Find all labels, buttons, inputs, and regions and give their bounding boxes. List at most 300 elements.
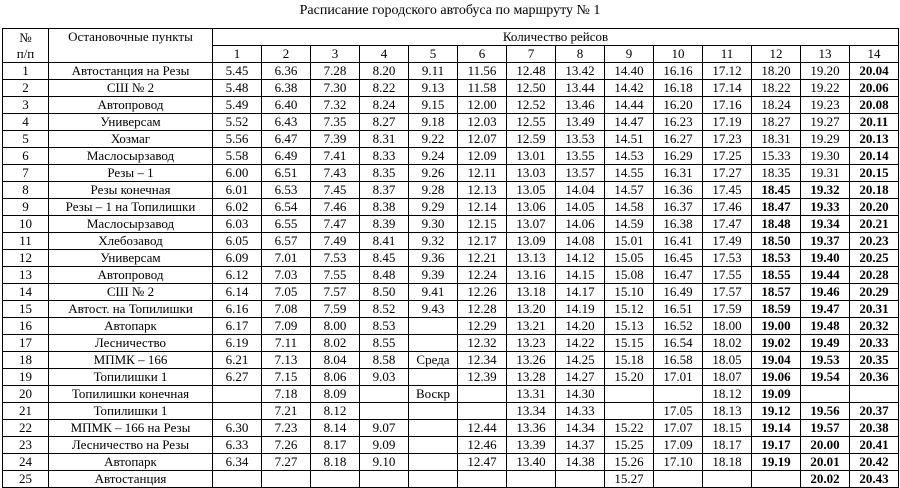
stop-name: Автостанция на Резы: [49, 63, 213, 80]
time-cell: 7.08: [262, 301, 311, 318]
table-row: [3, 97, 899, 114]
stop-name: Лесничество: [49, 335, 213, 352]
trip-number-header: 6: [458, 46, 507, 63]
time-cell: 18.59: [752, 301, 801, 318]
stop-name: Резы – 1: [49, 165, 213, 182]
time-cell: [409, 369, 458, 386]
time-cell: 13.46: [556, 97, 605, 114]
time-cell: 20.38: [850, 420, 899, 437]
time-cell: [409, 335, 458, 352]
time-cell: 12.03: [458, 114, 507, 131]
time-cell: 18.20: [752, 63, 801, 80]
time-cell: 12.29: [458, 318, 507, 335]
time-cell: 8.20: [360, 63, 409, 80]
table-row: [3, 284, 899, 301]
time-cell: 19.27: [801, 114, 850, 131]
time-cell: 19.30: [801, 148, 850, 165]
time-cell: 14.58: [605, 199, 654, 216]
time-cell: 17.47: [703, 216, 752, 233]
time-cell: 8.31: [360, 131, 409, 148]
time-cell: 12.55: [507, 114, 556, 131]
time-cell: 16.45: [654, 250, 703, 267]
stops-header: Остановочные пункты: [49, 29, 213, 63]
time-cell: 20.11: [850, 114, 899, 131]
time-cell: 20.20: [850, 199, 899, 216]
time-cell: 6.36: [262, 63, 311, 80]
row-number: 8: [3, 182, 49, 199]
time-cell: 6.02: [213, 199, 262, 216]
time-cell: 13.57: [556, 165, 605, 182]
time-cell: 13.09: [507, 233, 556, 250]
time-cell: 19.37: [801, 233, 850, 250]
time-cell: [213, 386, 262, 403]
time-cell: [605, 386, 654, 403]
time-cell: 20.32: [850, 318, 899, 335]
time-cell: [458, 386, 507, 403]
time-cell: 19.09: [752, 386, 801, 403]
time-cell: 6.34: [213, 454, 262, 471]
time-cell: 18.57: [752, 284, 801, 301]
time-cell: 19.54: [801, 369, 850, 386]
row-number: 14: [3, 284, 49, 301]
time-cell: 5.48: [213, 80, 262, 97]
time-cell: 11.58: [458, 80, 507, 97]
time-cell: 12.39: [458, 369, 507, 386]
stop-name: Топилишки конечная: [49, 386, 213, 403]
stop-name: Маслосырзавод: [49, 216, 213, 233]
stop-name: МПМК – 166: [49, 352, 213, 369]
time-cell: 18.53: [752, 250, 801, 267]
time-cell: 15.18: [605, 352, 654, 369]
time-cell: 6.05: [213, 233, 262, 250]
time-cell: 14.42: [605, 80, 654, 97]
time-cell: 12.26: [458, 284, 507, 301]
table-row: [3, 165, 899, 182]
time-cell: 6.55: [262, 216, 311, 233]
time-cell: 6.30: [213, 420, 262, 437]
schedule-body: [3, 63, 899, 488]
time-cell: 18.17: [703, 437, 752, 454]
row-number: 6: [3, 148, 49, 165]
table-row: [3, 63, 899, 80]
time-cell: 20.29: [850, 284, 899, 301]
time-cell: 19.19: [752, 454, 801, 471]
time-cell: 13.20: [507, 301, 556, 318]
time-cell: 8.41: [360, 233, 409, 250]
time-cell: 15.13: [605, 318, 654, 335]
time-cell: Среда: [409, 352, 458, 369]
stop-name: Топилишки 1: [49, 403, 213, 420]
time-cell: 16.27: [654, 131, 703, 148]
time-cell: 9.43: [409, 301, 458, 318]
time-cell: 15.10: [605, 284, 654, 301]
row-number: 25: [3, 471, 49, 488]
time-cell: 15.26: [605, 454, 654, 471]
time-cell: 9.29: [409, 199, 458, 216]
time-cell: 12.09: [458, 148, 507, 165]
time-cell: 12.14: [458, 199, 507, 216]
time-cell: [360, 386, 409, 403]
time-cell: 14.53: [605, 148, 654, 165]
stop-name: Автопарк: [49, 318, 213, 335]
time-cell: 14.59: [605, 216, 654, 233]
time-cell: 20.31: [850, 301, 899, 318]
trip-number-header: 10: [654, 46, 703, 63]
time-cell: 17.01: [654, 369, 703, 386]
time-cell: 8.24: [360, 97, 409, 114]
row-number: 20: [3, 386, 49, 403]
time-cell: 11.56: [458, 63, 507, 80]
time-cell: 13.07: [507, 216, 556, 233]
time-cell: 20.43: [850, 471, 899, 488]
time-cell: 16.47: [654, 267, 703, 284]
time-cell: [213, 403, 262, 420]
time-cell: 20.28: [850, 267, 899, 284]
time-cell: 13.26: [507, 352, 556, 369]
time-cell: 9.26: [409, 165, 458, 182]
time-cell: [654, 386, 703, 403]
time-cell: [360, 403, 409, 420]
time-cell: 9.18: [409, 114, 458, 131]
time-cell: 6.03: [213, 216, 262, 233]
time-cell: 14.06: [556, 216, 605, 233]
table-row: [3, 267, 899, 284]
table-row: [3, 80, 899, 97]
time-cell: 9.32: [409, 233, 458, 250]
row-number: 4: [3, 114, 49, 131]
time-cell: 9.22: [409, 131, 458, 148]
time-cell: 20.02: [801, 471, 850, 488]
time-cell: 18.02: [703, 335, 752, 352]
time-cell: 7.55: [311, 267, 360, 284]
time-cell: 9.41: [409, 284, 458, 301]
row-number: 15: [3, 301, 49, 318]
table-row: [3, 114, 899, 131]
time-cell: 12.50: [507, 80, 556, 97]
table-row: [3, 216, 899, 233]
time-cell: 16.23: [654, 114, 703, 131]
time-cell: 13.40: [507, 454, 556, 471]
table-row: [3, 148, 899, 165]
trip-number-header: 5: [409, 46, 458, 63]
time-cell: 14.05: [556, 199, 605, 216]
time-cell: 9.28: [409, 182, 458, 199]
time-cell: 16.54: [654, 335, 703, 352]
time-cell: 13.49: [556, 114, 605, 131]
time-cell: 9.09: [360, 437, 409, 454]
row-number: 23: [3, 437, 49, 454]
time-cell: 14.04: [556, 182, 605, 199]
time-cell: 8.06: [311, 369, 360, 386]
row-number: 21: [3, 403, 49, 420]
time-cell: 16.18: [654, 80, 703, 97]
time-cell: 19.40: [801, 250, 850, 267]
time-cell: 7.28: [311, 63, 360, 80]
time-cell: 7.01: [262, 250, 311, 267]
time-cell: [409, 437, 458, 454]
time-cell: 18.15: [703, 420, 752, 437]
time-cell: 14.12: [556, 250, 605, 267]
time-cell: 19.23: [801, 97, 850, 114]
time-cell: 14.27: [556, 369, 605, 386]
time-cell: Воскр: [409, 386, 458, 403]
time-cell: 16.51: [654, 301, 703, 318]
time-cell: 12.34: [458, 352, 507, 369]
row-number: 19: [3, 369, 49, 386]
row-number: 16: [3, 318, 49, 335]
trip-number-header: 3: [311, 46, 360, 63]
num-header-line1: №: [19, 29, 32, 45]
time-cell: 13.21: [507, 318, 556, 335]
time-cell: 8.14: [311, 420, 360, 437]
time-cell: 20.33: [850, 335, 899, 352]
time-cell: 14.22: [556, 335, 605, 352]
trip-number-header: 11: [703, 46, 752, 63]
table-row: [3, 420, 899, 437]
row-number: 22: [3, 420, 49, 437]
stop-name: Топилишки 1: [49, 369, 213, 386]
time-cell: 13.01: [507, 148, 556, 165]
time-cell: 19.53: [801, 352, 850, 369]
table-row: [3, 403, 899, 420]
time-cell: 16.41: [654, 233, 703, 250]
row-number: 13: [3, 267, 49, 284]
time-cell: 7.57: [311, 284, 360, 301]
trip-number-header: 13: [801, 46, 850, 63]
time-cell: 8.39: [360, 216, 409, 233]
num-header: [3, 29, 49, 63]
time-cell: 6.49: [262, 148, 311, 165]
time-cell: 7.27: [262, 454, 311, 471]
time-cell: 9.10: [360, 454, 409, 471]
time-cell: 19.31: [801, 165, 850, 182]
time-cell: 19.49: [801, 335, 850, 352]
time-cell: 8.58: [360, 352, 409, 369]
time-cell: 13.42: [556, 63, 605, 80]
time-cell: 12.17: [458, 233, 507, 250]
time-cell: 5.56: [213, 131, 262, 148]
time-cell: 18.22: [752, 80, 801, 97]
time-cell: 15.20: [605, 369, 654, 386]
time-cell: 14.19: [556, 301, 605, 318]
time-cell: 19.22: [801, 80, 850, 97]
time-cell: 17.49: [703, 233, 752, 250]
time-cell: 13.28: [507, 369, 556, 386]
time-cell: [458, 403, 507, 420]
trip-number-header: 1: [213, 46, 262, 63]
time-cell: 9.13: [409, 80, 458, 97]
time-cell: 9.30: [409, 216, 458, 233]
time-cell: 14.38: [556, 454, 605, 471]
table-row: [3, 369, 899, 386]
time-cell: 16.36: [654, 182, 703, 199]
table-row: [3, 318, 899, 335]
table-row: [3, 199, 899, 216]
time-cell: 7.03: [262, 267, 311, 284]
time-cell: 18.07: [703, 369, 752, 386]
time-cell: 6.51: [262, 165, 311, 182]
time-cell: 15.12: [605, 301, 654, 318]
row-number: 12: [3, 250, 49, 267]
time-cell: 15.33: [752, 148, 801, 165]
time-cell: 18.50: [752, 233, 801, 250]
stop-name: Резы конечная: [49, 182, 213, 199]
time-cell: 6.14: [213, 284, 262, 301]
time-cell: 14.30: [556, 386, 605, 403]
time-cell: 16.20: [654, 97, 703, 114]
row-number: 2: [3, 80, 49, 97]
row-number: 9: [3, 199, 49, 216]
time-cell: 20.14: [850, 148, 899, 165]
time-cell: 20.35: [850, 352, 899, 369]
time-cell: [850, 386, 899, 403]
time-cell: 20.21: [850, 216, 899, 233]
time-cell: 14.51: [605, 131, 654, 148]
time-cell: 15.25: [605, 437, 654, 454]
time-cell: 18.55: [752, 267, 801, 284]
time-cell: 12.59: [507, 131, 556, 148]
time-cell: 13.13: [507, 250, 556, 267]
time-cell: 14.57: [605, 182, 654, 199]
time-cell: 8.45: [360, 250, 409, 267]
time-cell: 5.58: [213, 148, 262, 165]
time-cell: 8.38: [360, 199, 409, 216]
time-cell: 8.52: [360, 301, 409, 318]
stop-name: Автопровод: [49, 267, 213, 284]
time-cell: 19.57: [801, 420, 850, 437]
time-cell: 7.05: [262, 284, 311, 301]
table-row: [3, 182, 899, 199]
time-cell: 18.00: [703, 318, 752, 335]
time-cell: 9.39: [409, 267, 458, 284]
row-number: 24: [3, 454, 49, 471]
stop-name: Маслосырзавод: [49, 148, 213, 165]
time-cell: [409, 454, 458, 471]
time-cell: 8.22: [360, 80, 409, 97]
schedule-table: [2, 28, 899, 488]
time-cell: 20.25: [850, 250, 899, 267]
time-cell: 7.35: [311, 114, 360, 131]
time-cell: 13.03: [507, 165, 556, 182]
row-number: 7: [3, 165, 49, 182]
trip-number-header: 12: [752, 46, 801, 63]
time-cell: 6.09: [213, 250, 262, 267]
time-cell: 20.18: [850, 182, 899, 199]
time-cell: 12.48: [507, 63, 556, 80]
time-cell: 19.48: [801, 318, 850, 335]
time-cell: [605, 403, 654, 420]
time-cell: 13.31: [507, 386, 556, 403]
time-cell: 8.50: [360, 284, 409, 301]
time-cell: 19.33: [801, 199, 850, 216]
time-cell: 8.02: [311, 335, 360, 352]
time-cell: 5.49: [213, 97, 262, 114]
time-cell: 6.19: [213, 335, 262, 352]
page-title: Расписание городского автобуса по маршруту № 1: [299, 3, 601, 18]
table-row: [3, 131, 899, 148]
time-cell: 14.47: [605, 114, 654, 131]
time-cell: 15.05: [605, 250, 654, 267]
time-cell: 6.00: [213, 165, 262, 182]
table-row: [3, 335, 899, 352]
time-cell: 7.49: [311, 233, 360, 250]
time-cell: 5.52: [213, 114, 262, 131]
time-cell: 17.57: [703, 284, 752, 301]
time-cell: 18.05: [703, 352, 752, 369]
trip-number-header: 2: [262, 46, 311, 63]
time-cell: 15.01: [605, 233, 654, 250]
time-cell: 14.25: [556, 352, 605, 369]
time-cell: 13.36: [507, 420, 556, 437]
time-cell: 8.09: [311, 386, 360, 403]
time-cell: 8.04: [311, 352, 360, 369]
time-cell: 18.18: [703, 454, 752, 471]
time-cell: 16.31: [654, 165, 703, 182]
time-cell: 9.07: [360, 420, 409, 437]
time-cell: 12.13: [458, 182, 507, 199]
time-cell: 19.56: [801, 403, 850, 420]
time-cell: 7.53: [311, 250, 360, 267]
time-cell: 7.47: [311, 216, 360, 233]
time-cell: 7.26: [262, 437, 311, 454]
time-cell: 6.54: [262, 199, 311, 216]
stop-name: СШ № 2: [49, 80, 213, 97]
time-cell: 12.28: [458, 301, 507, 318]
stop-name: Автопарк: [49, 454, 213, 471]
time-cell: 8.55: [360, 335, 409, 352]
time-cell: 12.15: [458, 216, 507, 233]
row-number: 11: [3, 233, 49, 250]
time-cell: 6.01: [213, 182, 262, 199]
time-cell: 17.12: [703, 63, 752, 80]
time-cell: [409, 420, 458, 437]
time-cell: 12.46: [458, 437, 507, 454]
time-cell: 16.58: [654, 352, 703, 369]
time-cell: 17.27: [703, 165, 752, 182]
time-cell: 7.43: [311, 165, 360, 182]
row-number: 3: [3, 97, 49, 114]
stop-name: Хлебозавод: [49, 233, 213, 250]
stop-name: Автост. на Топилишки: [49, 301, 213, 318]
time-cell: [409, 318, 458, 335]
time-cell: 13.16: [507, 267, 556, 284]
trip-number-header: 8: [556, 46, 605, 63]
table-row: [3, 250, 899, 267]
time-cell: 7.09: [262, 318, 311, 335]
time-cell: 20.08: [850, 97, 899, 114]
trip-number-header: 4: [360, 46, 409, 63]
time-cell: 7.21: [262, 403, 311, 420]
time-cell: 18.48: [752, 216, 801, 233]
time-cell: 6.21: [213, 352, 262, 369]
time-cell: 6.53: [262, 182, 311, 199]
time-cell: 16.16: [654, 63, 703, 80]
stop-name: Резы – 1 на Топилишки: [49, 199, 213, 216]
time-cell: [409, 403, 458, 420]
time-cell: 19.20: [801, 63, 850, 80]
time-cell: 12.07: [458, 131, 507, 148]
time-cell: 13.53: [556, 131, 605, 148]
time-cell: 9.24: [409, 148, 458, 165]
time-cell: 6.40: [262, 97, 311, 114]
time-cell: 9.36: [409, 250, 458, 267]
time-cell: 17.09: [654, 437, 703, 454]
time-cell: 7.11: [262, 335, 311, 352]
time-cell: 12.00: [458, 97, 507, 114]
time-cell: 19.17: [752, 437, 801, 454]
time-cell: 17.45: [703, 182, 752, 199]
time-cell: 17.19: [703, 114, 752, 131]
